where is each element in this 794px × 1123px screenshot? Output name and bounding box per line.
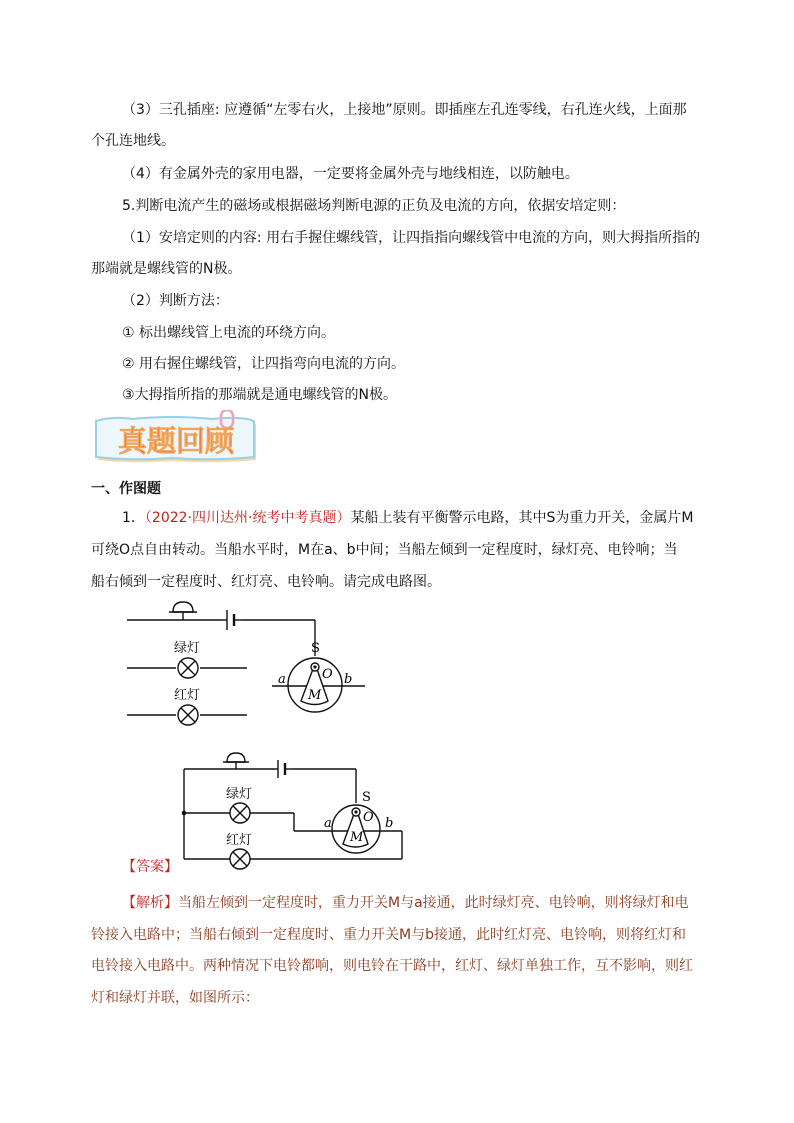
red-lamp-label: 红灯: [226, 833, 253, 848]
green-lamp-label: 绿灯: [226, 787, 253, 802]
switch-label: S: [362, 790, 371, 805]
analysis-label: 【解析】: [122, 895, 178, 911]
switch-label: S: [311, 641, 320, 656]
question-number: 1．: [122, 510, 145, 526]
question-circuit-diagram: [120, 598, 370, 737]
step-2: ② 用右握住螺线管，让四指弯向电流的方向。: [122, 356, 405, 372]
contact-b-label: b: [385, 816, 394, 831]
rule-4: （4）有金属外壳的家用电器，一定要将金属外壳与地线相连，以防触电。: [122, 166, 579, 182]
contact-a-label: a: [278, 672, 286, 687]
rule-5: 5.判断电流产生的磁场或根据磁场判断电源的正负及电流的方向，依据安培定则：: [122, 198, 626, 214]
rule-5-1-line2: 那端就是螺线管的N极。: [91, 261, 242, 277]
question-line2: 可绕O点自由转动。当船水平时，M在a、b中间；当船左倾到一定程度时，绿灯亮、电铃响；当: [91, 542, 678, 558]
contact-b-label: b: [344, 672, 353, 687]
question-text: 某船上装有平衡警示电路，其中S为重力开关，金属片M: [350, 510, 694, 526]
analysis-line4: 灯和绿灯并联，如图所示：: [91, 990, 259, 1006]
pivot-label: O: [322, 667, 333, 682]
analysis-line1: [122, 893, 689, 913]
red-lamp-label: 红灯: [174, 688, 201, 703]
rule-5-2: （2）判断方法：: [122, 293, 229, 309]
question-line1: [122, 508, 693, 528]
rule-3-line2: 个孔连地线。: [91, 133, 175, 149]
contact-a-label: a: [324, 816, 332, 831]
analysis-text: 当船左倾到一定程度时，重力开关M与a接通，此时绿灯亮、电铃响，则将绿灯和电: [178, 895, 689, 911]
rule-3-line1: （3）三孔插座: 应遵循“左零右火，上接地”原则。即插座左孔连零线，右孔连火线，上面那: [122, 102, 687, 118]
section-banner: [92, 410, 264, 470]
question-line3: 船右倾到一定程度时、红灯亮、电铃响。请完成电路图。: [91, 574, 441, 590]
step-1: ① 标出螺线管上电流的环绕方向。: [122, 325, 336, 341]
green-lamp-label: 绿灯: [174, 641, 201, 656]
rule-5-1-line1: （1）安培定则的内容: 用右手握住螺线管，让四指指向螺线管中电流的方向，则大拇指所指的: [122, 230, 701, 246]
metal-label: M: [308, 688, 322, 703]
section-heading: 一、作图题: [91, 481, 161, 497]
analysis-line2: 铃接入电路中；当船右倾到一定程度时、重力开关M与b接通，此时红灯亮、电铃响，则将红灯和: [91, 927, 686, 943]
answer-label: 【答案】: [122, 859, 178, 875]
step-3: ③大拇指所指的那端就是通电螺线管的N极。: [122, 387, 398, 403]
banner-title: 真题回顾: [117, 424, 235, 458]
metal-label: M: [350, 830, 364, 845]
question-source: （2022·四川达州·统考中考真题）: [144, 510, 351, 526]
pivot-label: O: [363, 810, 374, 825]
analysis-line3: 电铃接入电路中。两种情况下电铃都响，则电铃在干路中，红灯、绿灯单独工作，互不影响，则红: [91, 958, 693, 974]
answer-circuit-diagram: [176, 745, 411, 879]
